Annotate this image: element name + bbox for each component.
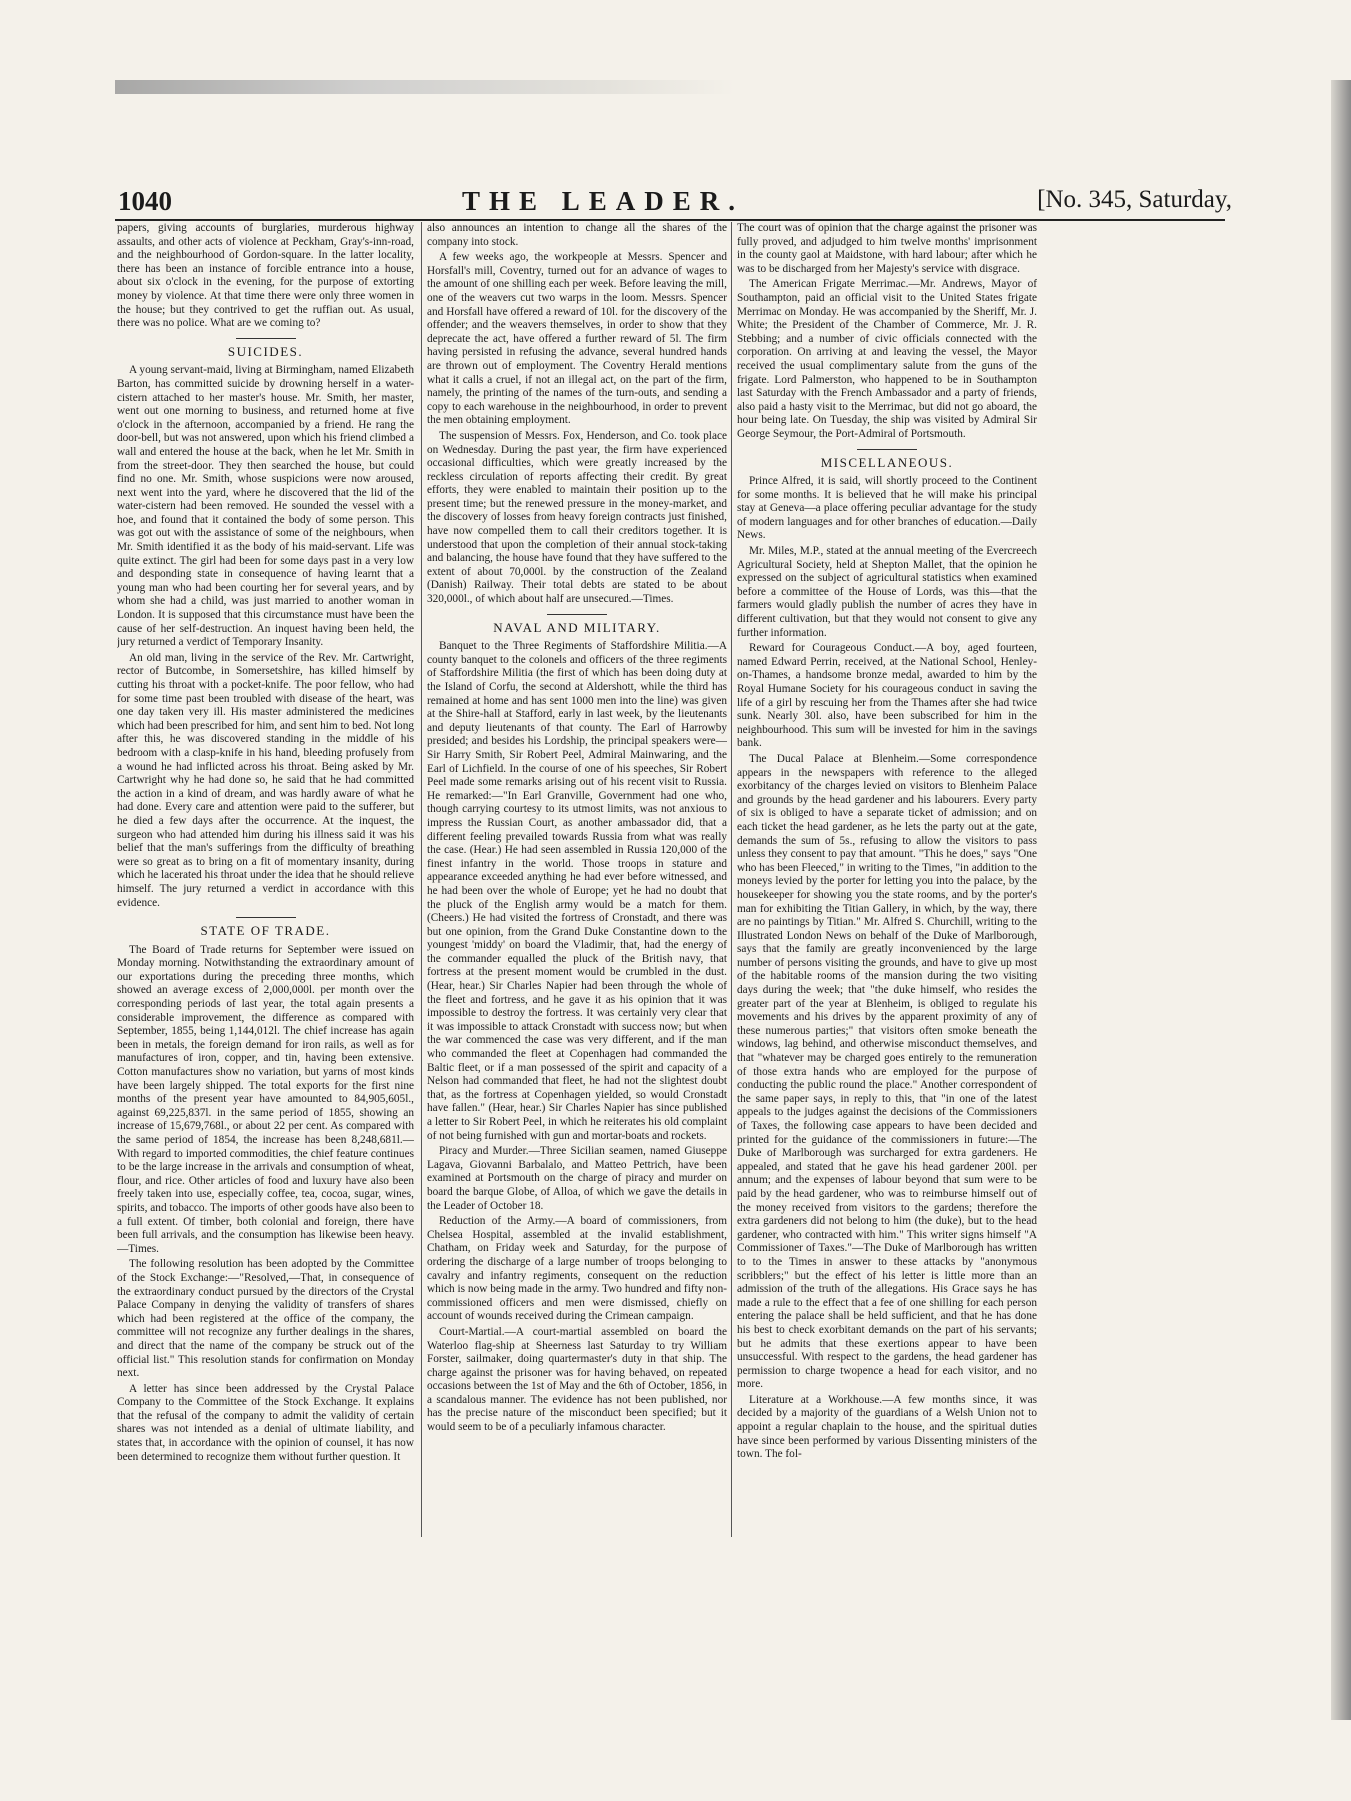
column-2 [427,222,727,1542]
header-rule [115,219,1225,221]
section-rule [547,614,607,615]
column-divider [731,222,732,1537]
article-paragraph: Court-Martial.—A court-martial assembled on board the Waterloo flag-ship at Sheerness last Saturday to try William Forster, sailmaker, doing quartermaster's duty in that ship. The charge against the prisoner was for having behaved, on repeated occasions between the 1st of May and the 6th of October, 1856, in a scandalous manner. The evidence has not been published, nor has the precise nature of the misconduct been specified; but it would seem to be of a peculiarly infamous character. [427,1325,727,1434]
section-rule [236,338,296,339]
section-heading-naval-military: NAVAL AND MILITARY. [493,619,661,635]
section-heading-suicides: SUICIDES. [227,343,304,359]
section-heading-miscellaneous: MISCELLANEOUS. [820,454,954,470]
article-paragraph: The American Frigate Merrimac.—Mr. Andrews, Mayor of Southampton, paid an official visit to the United States frigate Merrimac on Monday. He was accompanied by the Sheriff, Mr. J. White; the President of the Chamber of Commerce, Mr. J. R. Stebbing; and a number of civic officials connected with the corporation. On arriving at and leaving the vessel, the Mayor received the usual complimentary salute from the guns of the frigate. Lord Palmerston, who happened to be in Southampton last Saturday with the French Ambassador and a party of friends, also paid a hasty visit to the Merrimac, but did not go aboard, the hour being late. On Tuesday, the ship was visited by Admiral Sir George Seymour, the Port-Admiral of Portsmouth. [737,278,1037,440]
article-paragraph: A letter has since been addressed by the Crystal Palace Company to the Committee of the Stock Exchange. It explains that the refusal of the company to admit the validity of certain shares was not intended as a denial of ultimate liability, and states that, in accordance with the opinion of counsel, it has now been determined to recognize them without further question. It [117,1382,414,1463]
article-paragraph: Prince Alfred, it is said, will shortly proceed to the Continent for some months. It is believed that he will make his principal stay at Geneva—a place offering peculiar advantage for the study of modern languages and for other branches of education.—Daily News. [737,475,1037,542]
section-rule [236,917,296,918]
article-paragraph: also announces an intention to change all the shares of the company into stock. [427,222,727,248]
article-paragraph: Banquet to the Three Regiments of Staffordshire Militia.—A county banquet to the colonels and officers of the three regiments of Staffordshire Militia (the first of which has been doing duty at the Island of Corfu, the second at Aldershott, while the third has remained at home and has sent 1000 men into the line) was given at the Shire-hall at Stafford, early in last week, by the lieutenants and deputy lieutenants of that county. The Earl of Harrowby presided; and besides his Lordship, the principal speakers were—Sir Harry Smith, Sir Robert Peel, Admiral Mainwaring, and the Earl of Lichfield. In the course of one of his speeches, Sir Robert Peel made some remarks arising out of his recent visit to Russia. He remarked:—"In Earl Granville, Government had one who, though carrying courtesy to its utmost limits, was not anxious to impress the Russian Court, as another ambassador did, that a different feeling prevailed towards Russia from what was really the case. (Hear.) He had seen assembled in Russia 120,000 of the finest infantry in the world. Those troops in stature and appearance exceeded anything he had ever before witnessed, and he had been over the whole of Europe; yet he had no doubt that the pluck of the English army would be a match for them. (Cheers.) He had visited the fortress of Cronstadt, and there was but one opinion, from the Grand Duke Constantine down to the youngest 'middy' on board the Vladimir, that, had the energy of the commander equalled the pluck of the British navy, that fortress at the present moment would be crumbled in the dust. (Hear, hear.) Sir Charles Napier had been through the whole of the fleet and fortress, and he gave it as his opinion that it was impossible to destroy the fortress. It was certainly very clear that it was impossible to attack Cronstadt with success now; but when the war commenced the case was very different, and if the man who commanded the fleet at Copenhagen had commanded the Baltic fleet, or if a man possessed of the spirit and capacity of a Nelson had commanded that fleet, he had not the slightest doubt that, as the fortress at Copenhagen yielded, so would Cronstadt have fallen." (Hear, hear.) Sir Charles Napier has since published a letter to Sir Robert Peel, in which he reiterates his old complaint of not being furnished with gun and mortar-boats and rockets. [427,640,727,1142]
article-paragraph: A young servant-maid, living at Birmingham, named Elizabeth Barton, has committed suicide by drowning herself in a water-cistern attached to her master's house. Mr. Smith, her master, went out one morning to business, and returned home at five o'clock in the afternoon, accompanied by a friend. He rang the door-bell, but was not answered, upon which his friend climbed a wall and entered the house at the back, when he let Mr. Smith in from the street-door. They then searched the house, but could find no one. Mr. Smith, whose suspicions were now aroused, next went into the yard, where he discovered that the lid of the water-cistern had been removed. He sounded the vessel with a hoe, and found that it contained the body of some person. This was got out with the assistance of some of the neighbours, when Mr. Smith identified it as the body of his maid-servant. Life was quite extinct. The girl had been for some days past in a very low and desponding state in consequence of having learnt that a young man who had been courting her for several years, and by whom she had a child, was just married to another woman in London. It is supposed that this circumstance must have been the cause of her self-destruction. An inquest having been held, the jury returned a verdict of Temporary Insanity. [117,364,414,649]
article-paragraph: papers, giving accounts of burglaries, murderous highway assaults, and other acts of violence at Peckham, Gray's-inn-road, and the neighbourhood of Gordon-square. In the latter locality, there has been an instance of forcible entrance into a house, about six o'clock in the evening, for the purpose of extorting money by violence. At that time there were only three women in the house; but they contrived to get the ruffian out. As usual, there was no police. What are we coming to? [117,222,414,330]
article-paragraph: Reduction of the Army.—A board of commissioners, from Chelsea Hospital, assembled at the invalid establishment, Chatham, on Friday week and Saturday, for the purpose of ordering the discharge of a large number of troops belonging to cavalry and infantry regiments, consequent on the reduction which is now being made in the army. Two hundred and fifty non-commissioned officers and men were dismissed, chiefly on account of wounds received during the Crimean campaign. [427,1215,727,1323]
page-number: 1040 [118,186,172,216]
article-paragraph: Literature at a Workhouse.—A few months since, it was decided by a majority of the guardians of a Welsh Union not to appoint a regular chaplain to the house, and the spiritual duties have since been performed by various Dissenting ministers of the town. The fol- [737,1393,1037,1461]
page-header [112,186,1232,216]
article-paragraph: The following resolution has been adopted by the Committee of the Stock Exchange:—"Resolved,—That, in consequence of the extraordinary conduct pursued by the directors of the Crystal Palace Company in denying the validity of transfers of shares which had been registered at the office of the company, the committee will not recognize any further dealings in the shares, and direct that the name of the company be struck out of the official list." This resolution stands for confirmation on Monday next. [117,1258,414,1380]
column-3 [737,222,1037,1542]
column-1 [117,222,414,1542]
column-divider [421,222,422,1537]
issue-label: [No. 345, Saturday, [1037,186,1232,213]
article-paragraph: Piracy and Murder.—Three Sicilian seamen, named Giuseppe Lagava, Giovanni Barbalalo, and Matteo Pettrich, have been examined at Portsmouth on the charge of piracy and murder on board the barque Globe, of Alloa, of which we gave the details in the Leader of October 18. [427,1145,727,1212]
article-paragraph: The suspension of Messrs. Fox, Henderson, and Co. took place on Wednesday. During the past year, the firm have experienced occasional difficulties, which were greatly increased by the reckless circulation of reports affecting their credit. By great efforts, they were enabled to maintain their position up to the present time; but the renewed pressure in the money-market, and the discovery of losses from heavy foreign contracts just finished, have now compelled them to call their creditors together. It is understood that upon the completion of their annual stock-taking and balancing, the house have found that they have suffered to the extent of about 70,000l. by the construction of the Zealand (Danish) Railway. Their total debts are stated to be about 320,000l., of which about half are unsecured.—Times. [427,429,727,606]
article-paragraph: A few weeks ago, the workpeople at Messrs. Spencer and Horsfall's mill, Coventry, turned out for an advance of wages to the amount of one shilling each per week. Before leaving the mill, one of the weavers cut two warps in the loom. Messrs. Spencer and Horsfall have offered a reward of 10l. for the discovery of the offender; and the weavers themselves, in order to show that they deprecate the act, have offered a further reward of 5l. The firm having persisted in refusing the advance, several hundred hands are thrown out of employment. The Coventry Herald mentions what it calls a cruel, if not an illegal act, on the part of the firm, namely, the printing of the names of the turn-outs, and sending a copy to each warehouse in the neighbourhood, in order to prevent the men obtaining employment. [427,251,727,427]
section-rule [857,449,917,450]
print-smudge [115,80,735,94]
masthead-title: THE LEADER. [462,186,745,216]
page-binding-edge [1331,80,1351,1720]
article-paragraph: An old man, living in the service of the Rev. Mr. Cartwright, rector of Butcombe, in Somersetshire, has killed himself by cutting his throat with a pocket-knife. The poor fellow, who had for some time past been troubled with disease of the heart, was one day taken very ill. His master administered the medicines which had been prescribed for him, and sent him to bed. Not long after this, he was discovered standing in the middle of his bedroom with a clasp-knife in his hand, bleeding profusely from a wound he had inflicted across his throat. Being asked by Mr. Cartwright why he had done so, he said that he had committed the action in a kind of dream, and was hardly aware of what he had done. Every care and attention were paid to the sufferer, but he died a few days after the occurrence. At the inquest, the surgeon who had attended him during his illness said it was his belief that the man's sufferings from the difficulty of breathing were so great as to bring on a fit of momentary insanity, during which he lacerated his throat under the idea that he should relieve himself. The jury returned a verdict in accordance with this evidence. [117,651,414,909]
article-paragraph: The Ducal Palace at Blenheim.—Some correspondence appears in the newspapers with reference to the alleged exorbitancy of the charges levied on visitors to Blenheim Palace and grounds by the head gardener and his labourers. Every party of six is obliged to have a separate ticket of admission; and on each ticket the head gardener, as he lets the party out at the gate, demands the sum of 5s., refusing to allow the visitors to pass unless they consent to pay that amount. "This he does," says "One who has been Fleeced," in writing to the Times, "in addition to the moneys levied by the porter for letting you into the palace, by the housekeeper for showing you the state rooms, and by the porter's man for exhibiting the Titian Gallery, in which, by the way, there are no paintings by Titian." Mr. Alfred S. Churchill, writing to the Illustrated London News on behalf of the Duke of Marlborough, says that the family are greatly inconvenienced by the large number of persons visiting the grounds, and have to give up most of the habitable rooms of the mansion during the two visiting days during the week; that "the duke himself, who resides the greater part of the year at Blenheim, is obliged to regulate his movements and his drives by the apparent proximity of any of these numerous parties;" that visitors often smoke beneath the windows, lag behind, and otherwise misconduct themselves, and that "whatever may be charged goes entirely to the remuneration of those extra hands who are employed for the purpose of conducting the public round the place." Another correspondent of the same paper says, in reply to this, that "in one of the latest appeals to the judges against the decisions of the Commissioners of Taxes, the following case appears to have been decided and printed for the guidance of the commissioners in future:—The Duke of Marlborough was surcharged for extra gardeners. He appealed, and stated that he gave his head gardener 200l. per annum; and the expenses of labour beyond that sum were to be paid by the head gardener, who was to reimburse himself out of the money received from visitors to the gardens; therefore the extra gardeners did not belong to him (the duke), but to the head gardener, who contracted with him." This writer signs himself "A Commissioner of Taxes."—The Duke of Marlborough has written to to the Times in answer to these attacks by "anonymous scribblers;" but the effect of his letter is little more than an admission of the truth of the allegations. His Grace says he has made a rule to the effect that a fee of one shilling for each person entering the palace shall be held sufficient, and that he has done his best to check exorbitant demands on the part of his servants; but he admits that these exertions appear to have been unsuccessful. With respect to the gardens, the head gardener has permission to charge twopence a head for each visitor, and no more. [737,752,1037,1391]
article-paragraph: Reward for Courageous Conduct.—A boy, aged fourteen, named Edward Perrin, received, at the National School, Henley-on-Thames, a handsome bronze medal, awarded to him by the Royal Humane Society for his courageous conduct in saving the life of a girl by rescuing her from the Thames after she had twice sunk. Nearly 30l. also, have been subscribed for him in the neighbourhood. This sum will be invested for him in the savings bank. [737,642,1037,750]
section-heading-state-of-trade: STATE OF TRADE. [200,923,331,939]
article-paragraph: Mr. Miles, M.P., stated at the annual meeting of the Evercreech Agricultural Society, held at Shepton Mallet, that the opinion he expressed on the subject of agricultural statistics when examined before a committee of the House of Lords, was this—that the farmers would gladly publish the number of acres they have in different cultivation, but that they would not consent to give any further information. [737,545,1037,639]
article-paragraph: The court was of opinion that the charge against the prisoner was fully proved, and adjudged to him twelve months' imprisonment in the county gaol at Maidstone, with hard labour; after which he was to be discharged from her Majesty's service with disgrace. [737,222,1037,275]
article-paragraph: The Board of Trade returns for September were issued on Monday morning. Notwithstanding the extraordinary amount of our exportations during the preceding three months, which showed an average excess of 2,000,000l. per month over the corresponding periods of last year, the total again presents a considerable improvement, the difference as compared with September, 1855, being 1,144,012l. The chief increase has again been in metals, the foreign demand for iron rails, as well as for manufactures of iron, copper, and tin, having been extensive. Cotton manufactures show no variation, but yarns of most kinds have been largely shipped. The total exports for the first nine months of the present year have amounted to 84,905,605l., against 69,225,837l. in the same period of 1855, showing an increase of 15,679,768l., or about 22 per cent. As compared with the same period of 1854, the increase has been 8,248,681l.—With regard to imported commodities, the chief feature continues to be the large increase in the arrivals and consumption of wheat, flour, and rice. Other articles of food and luxury have also been freely taken into use, especially coffee, tea, cocoa, sugar, wines, spirits, and tobacco. The imports of other goods have also been to a full extent. Of timber, both colonial and foreign, there have been full arrivals, and the consumption has likewise been heavy.—Times. [117,943,414,1255]
